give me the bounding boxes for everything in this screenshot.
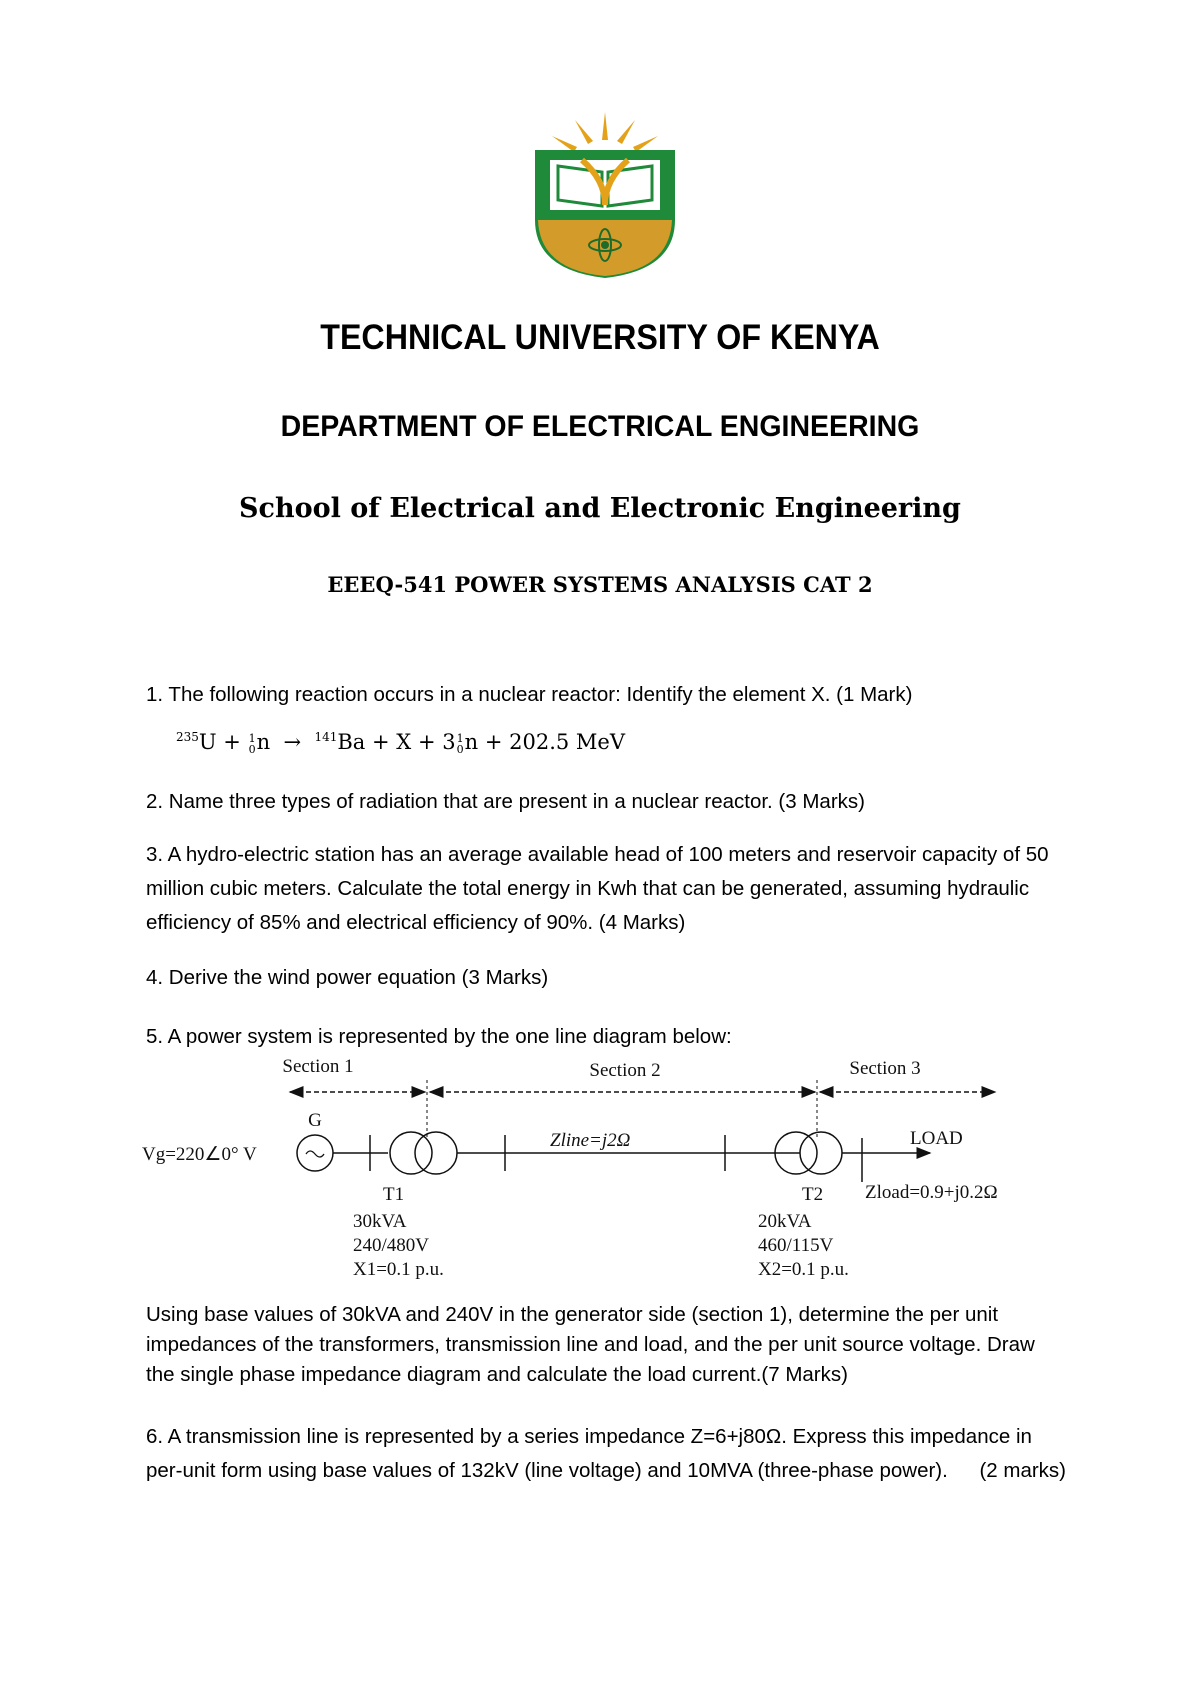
plus-sign: + [372, 730, 390, 754]
neutron-symbol: n [256, 730, 271, 754]
neutron-coefficient: 3 [442, 730, 456, 754]
generator-icon [297, 1135, 333, 1171]
transformer-t1-secondary-icon [415, 1132, 457, 1174]
plus-sign: + [223, 730, 241, 754]
question-4: 4. Derive the wind power equation (3 Marks) [146, 966, 549, 989]
question-6 [146, 1420, 1066, 1488]
question-5: 5. A power system is represented by the one line diagram below: [146, 1025, 732, 1048]
transformer-t1-primary-icon [390, 1132, 432, 1174]
unknown-element: X [396, 730, 412, 754]
generator-label: G [308, 1110, 322, 1131]
u-mass-number: 235 [176, 730, 199, 744]
section-2-label: Section 2 [589, 1060, 661, 1081]
question-6-text: 6. A transmission line is represented by a series impedance Z=6+j80Ω. Express this impedance in per-unit form using base values of 132kV (line voltage) and 10MVA (three-phase power). [146, 1425, 1032, 1482]
university-title: TECHNICAL UNIVERSITY OF KENYA [320, 318, 880, 357]
t1-label: T1 [383, 1184, 405, 1205]
t2-voltage: 460/115V [758, 1235, 834, 1256]
question-3: 3. A hydro-electric station has an average available head of 100 meters and reservoir capacity of 50 million cubic meters. Calculate the total energy in Kwh that can be generated, assuming hydraulic efficiency of 85% and electrical efficiency of 90%. (4 Marks) [146, 843, 1049, 934]
section-1-label: Section 1 [282, 1056, 354, 1077]
t2-label: T2 [802, 1184, 824, 1205]
n-charge: 0 [248, 742, 256, 756]
t2-rating: 20kVA [758, 1211, 812, 1232]
department-title: DEPARTMENT OF ELECTRICAL ENGINEERING [280, 410, 920, 443]
section-3-label: Section 3 [849, 1058, 921, 1079]
course-title: EEEQ-541 POWER SYSTEMS ANALYSIS CAT 2 [327, 572, 873, 597]
neutron-symbol: n [464, 730, 479, 754]
nuclear-reaction-equation [176, 730, 625, 755]
n2-mass: 1 [456, 731, 464, 745]
ac-wave-icon [306, 1151, 324, 1157]
uranium-symbol: U [198, 730, 217, 754]
plus-sign: + [484, 730, 503, 754]
ba-mass-number: 141 [314, 730, 338, 744]
transformer-t2-secondary-icon [800, 1132, 842, 1174]
t2-reactance: X2=0.1 p.u. [758, 1259, 849, 1280]
question-1: 1. The following reaction occurs in a nuclear reactor: Identify the element X. (1 Mark) [146, 683, 913, 706]
t1-rating: 30kVA [353, 1211, 407, 1232]
load-impedance-label: Zload=0.9+j0.2Ω [865, 1182, 998, 1203]
university-crest-icon [530, 110, 680, 280]
t1-reactance: X1=0.1 p.u. [353, 1259, 444, 1280]
n2-charge: 0 [456, 742, 464, 756]
line-impedance-label: Zline=j2Ω [550, 1130, 631, 1151]
question-5-instructions: Using base values of 30kVA and 240V in the generator side (section 1), determine the per unit impedances of the transformers, transmission line and load, and the per unit source voltage. Draw the single phase impedance diagram and calculate the load current.(7 Marks) [146, 1303, 1035, 1386]
source-voltage-label: Vg=220∠0° V [142, 1144, 257, 1165]
barium-symbol: Ba [337, 730, 366, 754]
school-title: School of Electrical and Electronic Engineering [239, 493, 961, 524]
reaction-arrow: → [283, 730, 302, 754]
plus-sign: + [417, 730, 436, 754]
energy-released: 202.5 MeV [509, 730, 626, 754]
load-label: LOAD [910, 1128, 963, 1149]
t1-voltage: 240/480V [353, 1235, 429, 1256]
n-mass: 1 [248, 731, 256, 745]
one-line-diagram [140, 1040, 1080, 1290]
question-6-marks: (2 marks) [979, 1459, 1066, 1482]
question-2: 2. Name three types of radiation that are present in a nuclear reactor. (3 Marks) [146, 790, 865, 813]
